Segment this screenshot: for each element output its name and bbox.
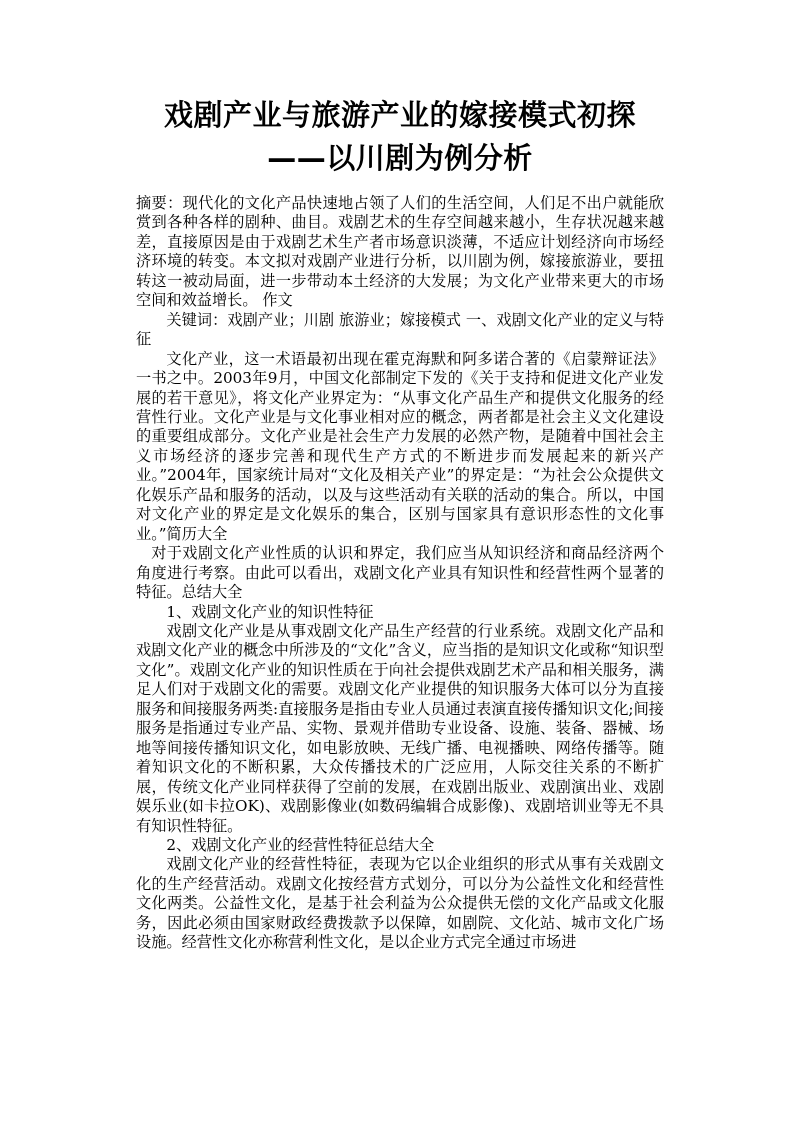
body-paragraph: 文化产业，这一术语最初出现在霍克海默和阿多诺合著的《启蒙辩证法》一书之中。2003年9月，中国文化部制定下发的《关于支持和促进文化产业发展的若干意见》，将文化产业界定为：“从事文化产品生产和提供文化服务的经营性行业。文化产业是与文化事业相对应的概念，两者都是社会主义文化建设的重要组成部分。文化产业是社会生产力发展的必然产物，是随着中国社会主义市场经济的逐步完善和现代生产方式的不断进步而发展起来的新兴产业。”2004年，国家统计局对“文化及相关产业”的界定是：“为社会公众提供文化娱乐产品和服务的活动，以及与这些活动有关联的活动的集合。所以，中国对文化产业的界定是文化娱乐的集合，区别与国家具有意识形态性的文化事业。”简历大全 [136,349,664,543]
body-paragraph: 戏剧文化产业的经营性特征，表现为它以企业组织的形式从事有关戏剧文化的生产经营活动。戏剧文化按经营方式划分，可以分为公益性文化和经营性文化两类。公益性文化，是基于社会利益为公众提供无偿的文化产品或文化服务，因此必须由国家财政经费拨款予以保障，如剧院、文化站、城市文化广场设施。经营性文化亦称营利性文化，是以企业方式完全通过市场进 [136,855,664,952]
document-body [136,194,664,953]
section-heading: 2、戏剧文化产业的经营性特征总结大全 [166,835,435,854]
body-paragraph: 对于戏剧文化产业性质的认识和界定，我们应当从知识经济和商品经济两个角度进行考察。由此可以看出，戏剧文化产业具有知识性和经营性两个显著的特征。总结大全 [136,544,664,602]
section-heading: 1、戏剧文化产业的知识性特征 [166,602,374,621]
keywords-paragraph: 关键词：戏剧产业；川剧 旅游业；嫁接模式 一、戏剧文化产业的定义与特征 [136,310,664,349]
abstract-paragraph: 摘要：现代化的文化产品快速地占领了人们的生活空间，人们足不出户就能欣赏到各种各样的剧种、曲目。戏剧艺术的生存空间越来越小，生存状况越来越差，直接原因是由于戏剧艺术生产者市场意识淡薄，不适应计划经济向市场经济环境的转变。本文拟对戏剧产业进行分析，以川剧为例，嫁接旅游业，要扭转这一被动局面，进一步带动本土经济的大发展；为文化产业带来更大的市场空间和效益增长。 作文 [136,194,664,310]
document-title: 戏剧产业与旅游产业的嫁接模式初探 [163,98,636,132]
document-subtitle: ——以川剧为例分析 [267,141,533,175]
body-paragraph: 戏剧文化产业是从事戏剧文化产品生产经营的行业系统。戏剧文化产品和戏剧文化产业的概念中所涉及的“文化”含义，应当指的是知识文化或称“知识型文化”。戏剧文化产业的知识性质在于向社会提供戏剧艺术产品和相关服务，满足人们对于戏剧文化的需要。戏剧文化产业提供的知识服务大体可以分为直接服务和间接服务两类:直接服务是指由专业人员通过表演直接传播知识文化;间接服务是指通过专业产品、实物、景观并借助专业设备、设施、装备、器械、场地等间接传播知识文化，如电影放映、无线广播、电视播映、网络传播等。随着知识文化的不断积累，大众传播技术的广泛应用，人际交往关系的不断扩展，传统文化产业同样获得了空前的发展，在戏剧出版业、戏剧演出业、戏剧娱乐业(如卡拉OK)、戏剧影像业(如数码编辑合成影像)、戏剧培训业等无不具有知识性特征。 [136,621,664,835]
